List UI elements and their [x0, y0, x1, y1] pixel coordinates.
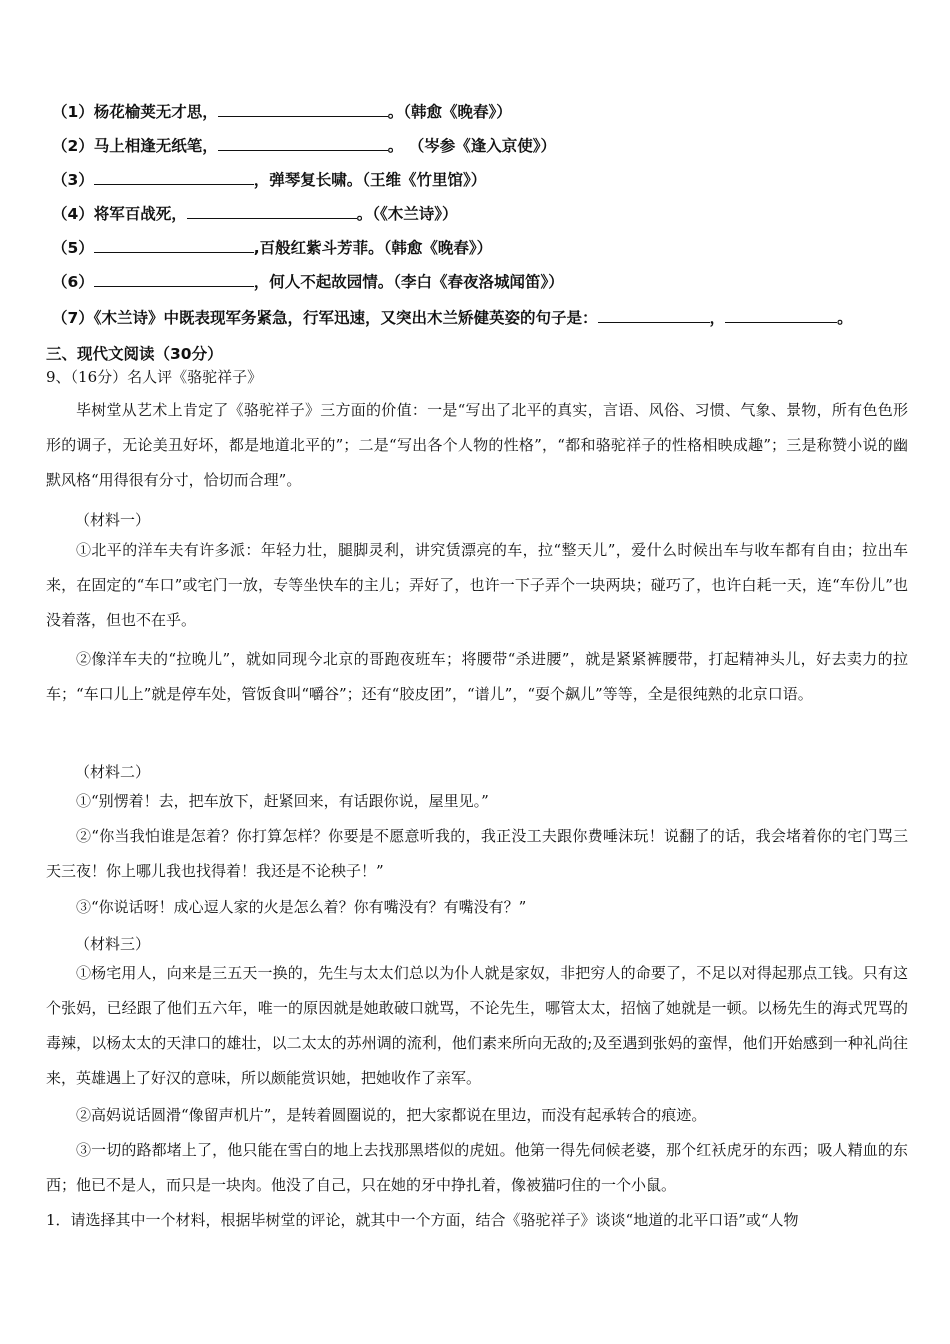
- question-title: 9、（16分）名人评《骆驼祥子》: [46, 368, 263, 386]
- fill-blank-4: （4）将军百战死， 。（《木兰诗》）: [52, 205, 458, 223]
- intro-paragraph: 毕树堂从艺术上肯定了《骆驼祥子》三方面的价值：一是“写出了北平的真实，言语、风俗、习惯、气象、景物，所有色色形形的调子，无论美丑好坏，都是地道北平的”；二是“写出各个人物的性格”，“都和骆驼祥子的性格相映成趣”；三是称赞小说的幽默风格“用得很有分寸，恰切而合理”。: [46, 401, 908, 489]
- material-label: （材料三）: [75, 935, 151, 953]
- answer-blank[interactable]: [94, 170, 254, 185]
- question-1: 1．请选择其中一个材料，根据毕树堂的评论，就其中一个方面，结合《骆驼祥子》谈谈“地道的北平口语”或“人物: [46, 1211, 799, 1229]
- section-title: 三、现代文阅读（30分）: [46, 345, 223, 363]
- fill-blank-3: （3） ，弹琴复长啸。（王维《竹里馆》）: [52, 171, 487, 189]
- answer-blank[interactable]: [725, 308, 837, 323]
- material-paragraph: ②高妈说话圆滑“像留声机片”，是转着圆圈说的，把大家都说在里边，而没有起承转合的痕迹。: [76, 1106, 707, 1124]
- fill-blank-2: （2）马上相逢无纸笔， 。 （岑参《逢入京使》）: [52, 137, 556, 155]
- fill-blank-7: （7）《木兰诗》中既表现军务紧急，行军迅速，又突出木兰矫健英姿的句子是： ， 。: [52, 309, 853, 327]
- fill-blank-6: （6） ，何人不起故园情。（李白《春夜洛城闻笛》）: [52, 273, 564, 291]
- material-paragraph: ③“你说话呀！成心逗人家的火是怎么着？你有嘴没有？有嘴没有？”: [76, 898, 527, 916]
- answer-blank[interactable]: [94, 272, 254, 287]
- answer-blank[interactable]: [598, 308, 710, 323]
- fill-blank-1: （1）杨花榆荚无才思， 。（韩愈《晚春》）: [52, 103, 512, 121]
- material-paragraph: ①杨宅用人，向来是三五天一换的，先生与太太们总以为仆人就是家奴，非把穷人的命要了，不足以对得起那点工钱。只有这个张妈，已经跟了他们五六年，唯一的原因就是她敢破口就骂，不论先生，哪管太太，招恼了她就是一顿。以杨先生的海式咒骂的毒辣，以杨太太的天津口的雄壮，以二太太的苏州调的流利，他们素来所向无敌的;及至遇到张妈的蛮悍，他们开始感到一种礼尚往来，英雄遇上了好汉的意味，所以颇能赏识她，把她收作了亲军。: [46, 964, 908, 1087]
- material-paragraph: ①“别愣着！去，把车放下，赶紧回来，有话跟你说，屋里见。”: [76, 792, 489, 810]
- material-paragraph: ①北平的洋车夫有许多派：年轻力壮，腿脚灵利，讲究赁漂亮的车，拉“整天儿”，爱什么时候出车与收车都有自由；拉出车来，在固定的“车口”或宅门一放，专等坐快车的主儿；弄好了，也许一下子弄个一块两块；碰巧了，也许白耗一天，连“车份儿”也没着落，但也不在乎。: [46, 541, 908, 629]
- material-paragraph: ③一切的路都堵上了，他只能在雪白的地上去找那黑塔似的虎妞。他第一得先伺候老婆，那个红袄虎牙的东西；吸人精血的东西；他已不是人，而只是一块肉。他没了自己，只在她的牙中挣扎着，像被猫叼住的一个小鼠。: [46, 1141, 908, 1194]
- answer-blank[interactable]: [94, 238, 254, 253]
- answer-blank[interactable]: [187, 204, 357, 219]
- material-label: （材料二）: [75, 763, 151, 781]
- answer-blank[interactable]: [218, 136, 388, 151]
- material-paragraph: ②像洋车夫的“拉晚儿”，就如同现今北京的哥跑夜班车；将腰带“杀进腰”，就是紧紧裤腰带，打起精神头儿，好去卖力的拉车；“车口儿上”就是停车处，管饭食叫“嚼谷”；还有“胶皮团”，“谱儿”，“耍个飙儿”等等，全是很纯熟的北京口语。: [46, 650, 908, 703]
- material-label: （材料一）: [75, 511, 151, 529]
- material-paragraph: ②“你当我怕谁是怎着？你打算怎样？你要是不愿意听我的，我正没工夫跟你费唾沫玩！说翻了的话，我会堵着你的宅门骂三天三夜！你上哪儿我也找得着！我还是不论秧子！”: [46, 827, 908, 880]
- answer-blank[interactable]: [218, 102, 388, 117]
- fill-blank-5: （5） ,百般红紫斗芳菲。（韩愈《晚春》）: [52, 239, 493, 257]
